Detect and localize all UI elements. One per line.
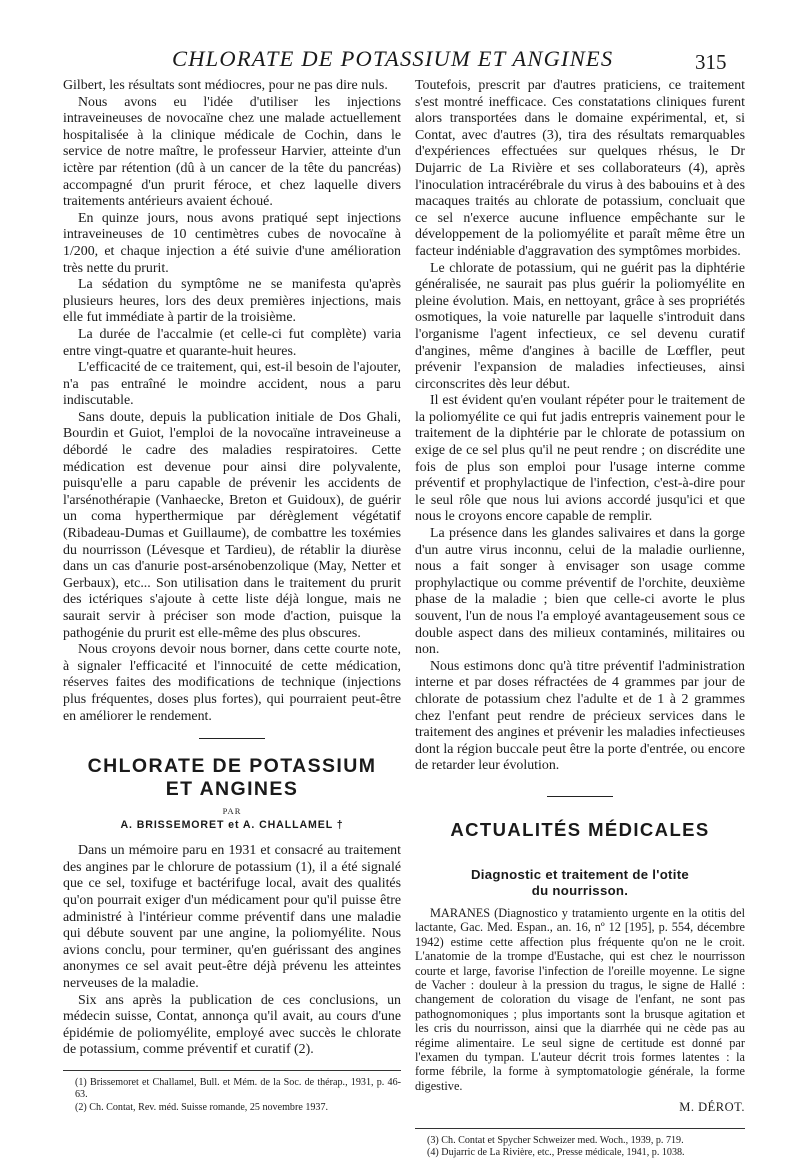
paragraph: Dans un mémoire paru en 1931 et consacré au traitement des angines par le chlorure de potassium (1), il a été signalé que ce sel, toxifuge et bactérifuge local, avait des qualités qu'on pourrait exiger d'un médicament pour qu'il puisse être administré à l'intérieur comme préventif dans une maladie qui débute souvent par une angine, la poliomyélite. Nous avions conclu, pour terminer, qu'en guérissant des angines anonymes ce sel avait peut-être déjà prévenu les atteintes nerveuses de la maladie. [63,843,401,991]
article-title [63,755,401,801]
footnote: (4) Dujarric de La Rivière, etc., Presse médicale, 1941, p. 1038. [427,1147,685,1159]
byline-par: PAR [222,806,242,817]
signature: M. DÉROT. [679,1100,745,1115]
paragraph: Nous estimons donc qu'à titre préventif l'administration interne et par doses réfractées de 4 grammes par jour de chlorate de potassium chez l'adulte et de 1 à 2 grammes chez l'enfant peut rendre de précieux services dans le traitement des angines et prévenir les maladies infectieuses dont la région buccale peut être la porte d'entrée, ou encore de retarder leur évolution. [415,658,745,774]
paragraph: La sédation du symptôme ne se manifesta qu'après plusieurs heures, lors des deux premières injections, mais elle fut immédiate à partir de la troisième. [63,277,401,326]
paragraph: Nous avons eu l'idée d'utiliser les injections intraveineuses de novocaïne chez une malade actuellement hospitalisée à la clinique médicale de Cochin, dans le service de notre maître, le professeur Harvier, atteinte d'un ictère par rétention (dû à un cancer de la tête du pancréas) accompagné d'un prurit féroce, et chez laquelle divers traitements antérieurs avaient échoué. [63,94,401,210]
section-subtitle [415,867,745,899]
separator-rule [547,796,613,797]
footnote: (3) Ch. Contat et Spycher Schweizer med. Woch., 1939, p. 719. [427,1134,684,1146]
review-paragraph: MARANES (Diagnostico y tratamiento urgente en la otitis del lactante, Gac. Med. Espan., an. 16, nº 12 [195], p. 554, décembre 1942) estime cette affection plus fréquente qu'on ne le croit. L'anatomie de la trompe d'Eustache, qui est chez le nourrisson courte et large, favorise l'infection de l'oreille moyenne. Le signe de Vacher : douleur à la pression du tragus, le signe de Hallé : changement de coloration du visage de l'enfant, ne sont pas pathognomoniques ; plus importants sont la brusque agitation et les cris du nourrisson, ainsi que la diarrhée qui ne cède pas au régime alimentaire. Le seul signe de certitude est donné par l'examen du tympan. L'auteur décrit trois formes latentes : la forme fébrile, la forme à symptomatologie générale, la forme digestive. [415,905,745,1093]
footnote: (2) Ch. Contat, Rev. méd. Suisse romande, 25 novembre 1937. [75,1102,329,1114]
subtitle-line: Diagnostic et traitement de l'otite [470,866,690,882]
left-column [63,78,401,1115]
paragraph: La durée de l'accalmie (et celle-ci fut complète) varia entre vingt-quatre et quarante-huit heures. [63,326,401,359]
paragraph: Il est évident qu'en voulant répéter pour le traitement de la poliomyélite ce qui fut jadis entrepris vainement pour le traitement de la diphtérie par le chlorate de potassium on exige de ce sel plus qu'il ne peut rendre ; on discrédite une fois de plus son emploi pour l'usage interne comme préventif et prophylactique de l'infection, c'est-à-dire pour le seul rôle que nous lui avions accordé jusqu'ici et que nous le croyons encore capable de remplir. [415,393,745,525]
paragraph: En quinze jours, nous avons pratiqué sept injections intraveineuses de 10 centimètres cubes de novocaïne à 1/200, et chaque injection a été suivie d'une amélioration très nette du prurit. [63,210,401,276]
right-column [415,78,745,1160]
paragraph: Gilbert, les résultats sont médiocres, pour ne pas dire nuls. [63,78,388,93]
paragraph: Nous croyons devoir nous borner, dans cette courte note, à signaler l'efficacité et l'innocuité de cette médication, réserves faites des modifications de technique (injections plus fréquentes, doses plus fortes), qui pourraient peut-être en améliorer le rendement. [63,642,401,724]
footnotes [415,1128,745,1160]
page-number: 315 [695,50,727,74]
paragraph: L'efficacité de ce traitement, qui, est-il besoin de l'ajouter, n'a pas entraîné le moindre accident, nous a paru indiscutable. [63,360,401,409]
subtitle-line: du nourrisson. [531,882,629,898]
article-title-line: ET ANGINES [165,778,299,801]
paragraph: La présence dans les glandes salivaires et dans la gorge d'un autre virus inconnu, celui de la maladie ourlienne, nous a fait songer à envisager son usage comme prophylactique ou comme préventif de l'orchite, deuxième phase de la maladie ; bien que celle-ci avorte le plus souvent, l'un de nous l'a employé avantageusement sous ce double aspect dans des milieux contaminés, militaires ou non. [415,526,745,658]
paragraph: Six ans après la publication de ces conclusions, un médecin suisse, Contat, annonça qu'il avait, au cours d'une épidémie de poliomyélite, employé avec succès le chlorate de potassium, comme préventif et curatif (2). [63,992,401,1058]
page-header [0,46,800,80]
section-title: ACTUALITÉS MÉDICALES [450,818,710,840]
paragraph: Sans doute, depuis la publication initiale de Dos Ghali, Bourdin et Guiot, l'emploi de la novocaïne intraveineuse a débordé le cadre des maladies respiratoires. Cette médication est devenue pour ainsi dire polyvalente, puisqu'elle a paru capable de prévenir les accidents de l'arsénothérapie (Vanhaecke, Breton et Guidoux), de guérir un coma hyperthermique par dérèglement végétatif (Ribadeau-Dumas et Guillaume), de combattre les toxémies du nourrisson (Lévesque et Tardieu), de rétablir la diurèse dans un cas d'anurie post-arsénobenzolique (May, Netter et Gerbaux), etc... Son utilisation dans le traitement du prurit des ictériques s'ajoute à cette liste déjà longue, mais ne saurait servir à préciser son mode d'action, puisque la pathogénie du prurit est elle-même des plus obscures. [63,409,401,641]
separator-rule [199,738,265,739]
paragraph: Toutefois, prescrit par d'autres praticiens, ce traitement s'est montré inefficace. Ces constatations cliniques furent alors transportées dans le domaine expérimental, et, si Contat, avec d'autres (3), tira des résultats remarquables d'expériences effectuées sur quelques rhésus, le Dr Dujarric de La Rivière et ses collaborateurs (4), après l'inoculation intracérébrale du virus à des babouins et à des macaques traités au chlorate de potassium, concluait que ce sel n'exerce aucune influence empêchante sur le développement de la poliomyélite et paraît même être un facteur indéniable d'aggravation des symptômes morbides. [415,78,745,259]
footnotes [63,1070,401,1115]
paragraph: Le chlorate de potassium, qui ne guérit pas la diphtérie généralisée, ne saurait pas plus guérir la poliomyélite en pleine évolution. Mais, en nettoyant, grâce à ses propriétés osmotiques, la voie naturelle par laquelle s'introduit dans l'organisme l'agent infectieux, ce sel devenu curatif d'angines, même d'angines à bacille de Lœffler, peut prévenir l'expansion de maladies infectieuses, ainsi circonscrites dès leur début. [415,260,745,392]
article-authors: A. BRISSEMORET et A. CHALLAMEL † [120,819,344,832]
footnote: (1) Brissemoret et Challamel, Bull. et Mém. de la Soc. de thérap., 1931, p. 46-63. [75,1076,401,1101]
running-title: CHLORATE DE POTASSIUM ET ANGINES [172,46,614,71]
article-title-line: CHLORATE DE POTASSIUM [87,755,377,778]
